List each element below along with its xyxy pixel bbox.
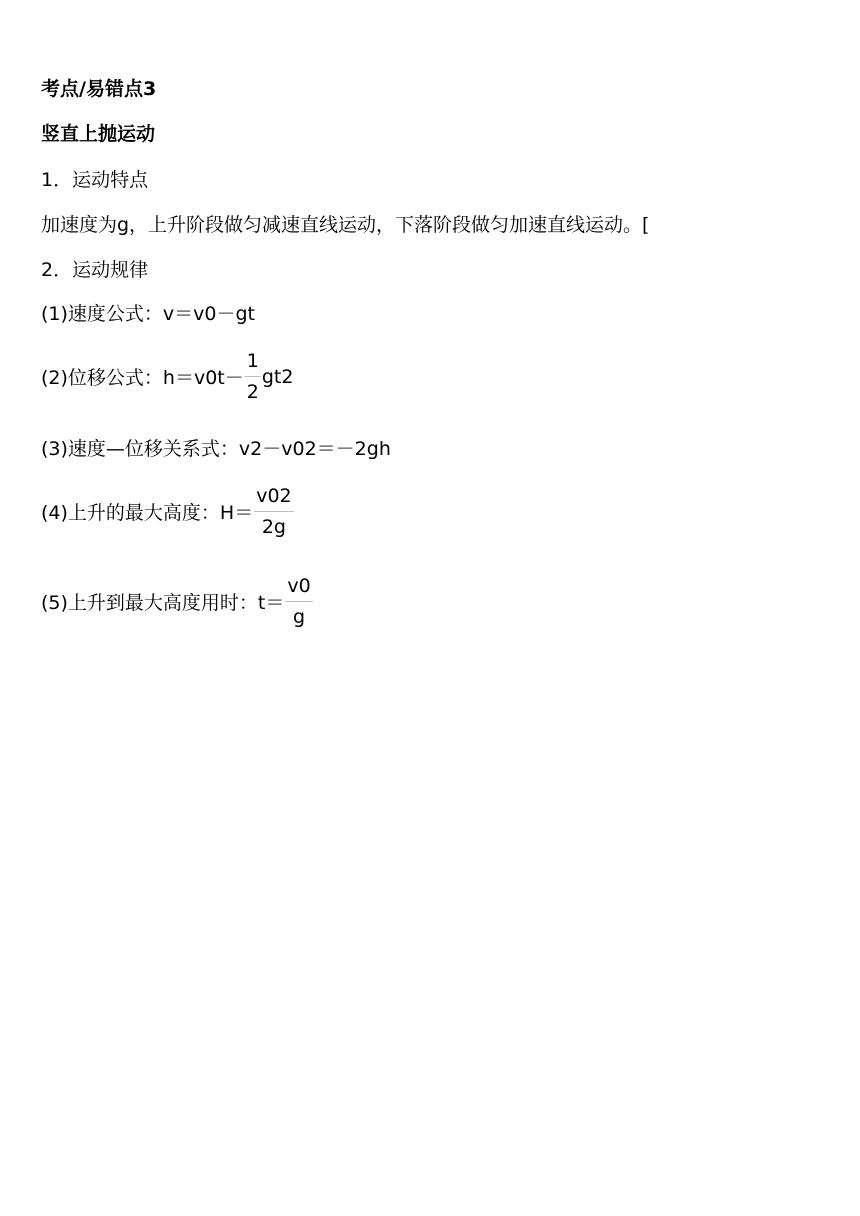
formula-displacement xyxy=(41,350,293,403)
formula-velocity-displacement: (3)速度—位移关系式：v2－v02＝－2gh xyxy=(41,438,391,460)
fraction-rise-time xyxy=(285,575,312,628)
formula-max-height-prefix: (4)上升的最大高度：H＝ xyxy=(41,502,254,524)
section-subheading: 竖直上抛运动 xyxy=(41,123,156,145)
formula-displacement-prefix: (2)位移公式：h＝v0t－ xyxy=(41,367,244,389)
fraction-bar xyxy=(254,511,293,512)
formula-rise-time xyxy=(41,575,314,628)
formula-rise-time-prefix: (5)上升到最大高度用时：t＝ xyxy=(41,592,285,614)
page-heading: 考点/易错点3 xyxy=(41,78,157,100)
section2-title: 2．运动规律 xyxy=(41,259,149,281)
fraction-bar xyxy=(245,376,261,377)
section1-text: 加速度为g，上升阶段做匀减速直线运动，下落阶段做匀加速直线运动。[ xyxy=(41,214,650,236)
fraction-one-half xyxy=(245,350,261,403)
fraction-numerator: v0 xyxy=(287,575,311,597)
fraction-denominator: g xyxy=(293,606,306,628)
formula-displacement-suffix: gt2 xyxy=(261,365,294,388)
fraction-bar xyxy=(285,601,312,602)
fraction-max-height xyxy=(254,485,293,538)
formula-max-height xyxy=(41,485,295,538)
fraction-denominator: 2 xyxy=(246,381,259,403)
formula-velocity: (1)速度公式：v＝v0－gt xyxy=(41,303,256,325)
section1-title: 1．运动特点 xyxy=(41,169,149,191)
fraction-denominator: 2g xyxy=(261,516,286,538)
fraction-numerator: v02 xyxy=(256,485,292,507)
fraction-numerator: 1 xyxy=(246,350,259,372)
